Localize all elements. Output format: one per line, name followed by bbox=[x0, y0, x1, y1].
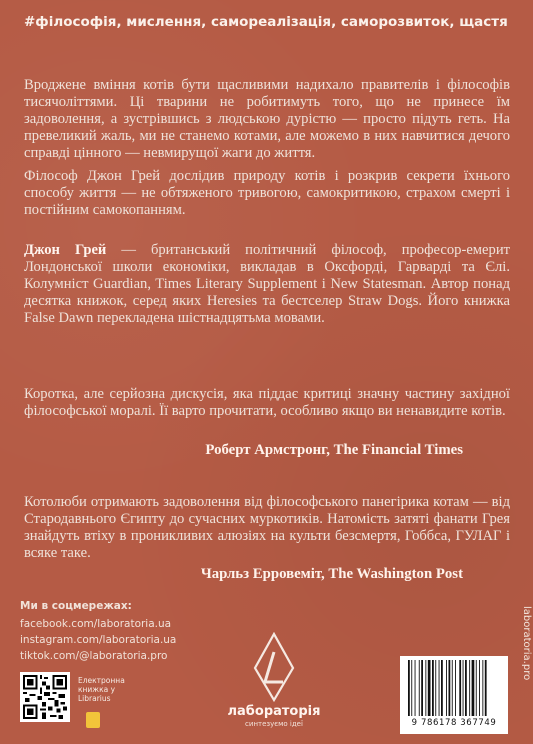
barcode-bar bbox=[428, 660, 431, 716]
publisher-website[interactable]: laboratoria.pro bbox=[521, 606, 532, 681]
barcode-bar bbox=[465, 660, 467, 716]
isbn-number: 9 786178 367749 bbox=[411, 718, 497, 728]
author-bio-text: — британський політичний філософ, професор-емерит Лондонської школи економіки, викладав в Оксфорді, Гарварді та Єлі. Колумніст Guardian, Times Literary Supplement і New Statesman. Автор понад десятка книжок, серед яких Heresies та бестселер Straw Dogs. Його книжка False Dawn перекладена шістнадцятьма мовами. bbox=[24, 242, 511, 326]
author-bio bbox=[24, 242, 510, 327]
publisher-tagline: синтезуємо ідеї bbox=[245, 720, 303, 728]
publisher-name: лабораторія bbox=[227, 704, 321, 719]
barcode-bar bbox=[446, 660, 447, 716]
barcode-bar bbox=[469, 660, 470, 716]
barcode-bar bbox=[459, 660, 461, 716]
barcode-bar bbox=[411, 660, 412, 716]
librarius-app-icon[interactable] bbox=[86, 712, 100, 728]
publisher-logo bbox=[204, 632, 344, 732]
author-bio-name: Джон Грей bbox=[24, 242, 107, 258]
social-link-facebook[interactable]: facebook.com/laboratoria.ua bbox=[20, 618, 172, 630]
publisher-logo-icon bbox=[252, 632, 296, 702]
barcode-bar bbox=[485, 660, 487, 716]
barcode-bar bbox=[408, 660, 410, 716]
review-2-text: Котолюби отримають задоволення від філософського панегірика котам — від Стародавнього Єгипту до сучасних муркотиків. Натомість затяті фанати Грея знайдуть втіху в проникливих алюзіях на культи безсмертя, Гоббса, ГУЛАГ і всяке таке. bbox=[24, 494, 510, 561]
barcode-bar bbox=[452, 660, 453, 716]
intro-paragraph-1: Вроджене вміння котів бути щасливими надихало правителів і філософів тисячоліттями. Ці тварини не робитимуть того, що не принесе їм задоволення, а зустрівшись з людською дурістю — просто підуть геть. На превеликий жаль, ми не станемо котами, але можемо в них навчитися дечого справді цінного — невмирущої жаги до життя. bbox=[24, 77, 510, 161]
hashtags: #філософія, мислення, самореалізація, саморозвиток, щастя bbox=[24, 14, 508, 30]
barcode-bar bbox=[479, 660, 480, 716]
barcode-icon bbox=[406, 660, 502, 716]
isbn-barcode bbox=[400, 656, 508, 734]
review-2-author: Чарльз Ерровеміт, The Washington Post bbox=[200, 566, 463, 582]
librarius-label: Електронна книжка у Librarius bbox=[78, 676, 125, 703]
barcode-bar bbox=[435, 660, 436, 716]
social-title: Ми в соцмережах: bbox=[20, 600, 132, 612]
barcode-bar bbox=[432, 660, 434, 716]
barcode-bar bbox=[441, 660, 443, 716]
barcode-bar bbox=[449, 660, 451, 716]
barcode-bar bbox=[421, 660, 423, 716]
barcode-bar bbox=[439, 660, 440, 716]
barcode-bar bbox=[476, 660, 477, 716]
qr-code-icon[interactable] bbox=[20, 672, 70, 722]
social-link-tiktok[interactable]: tiktok.com/@laboratoria.pro bbox=[20, 650, 168, 662]
social-link-instagram[interactable]: instagram.com/laboratoria.ua bbox=[20, 634, 177, 646]
review-1-author: Роберт Армстронг, The Financial Times bbox=[205, 442, 463, 458]
review-1-text: Коротка, але серйозна дискусія, яка піддає критиці значну частину західної філософської моралі. Її варто прочитати, особливо якщо ви ненавидите котів. bbox=[24, 386, 510, 419]
barcode-bar bbox=[419, 660, 420, 716]
social-links bbox=[20, 600, 176, 664]
intro-paragraph-2: Філософ Джон Грей дослідив природу котів і розкрив секрети їхнього способу життя — не обтяженого тривогою, самокритикою, страхом смерті і постійним самокопанням. bbox=[24, 168, 510, 218]
barcode-bar bbox=[482, 660, 483, 716]
barcode-bar bbox=[425, 660, 426, 716]
barcode-bar bbox=[415, 660, 416, 716]
barcode-bar bbox=[463, 660, 464, 716]
barcode-bar bbox=[455, 660, 456, 716]
barcode-bar bbox=[472, 660, 475, 716]
